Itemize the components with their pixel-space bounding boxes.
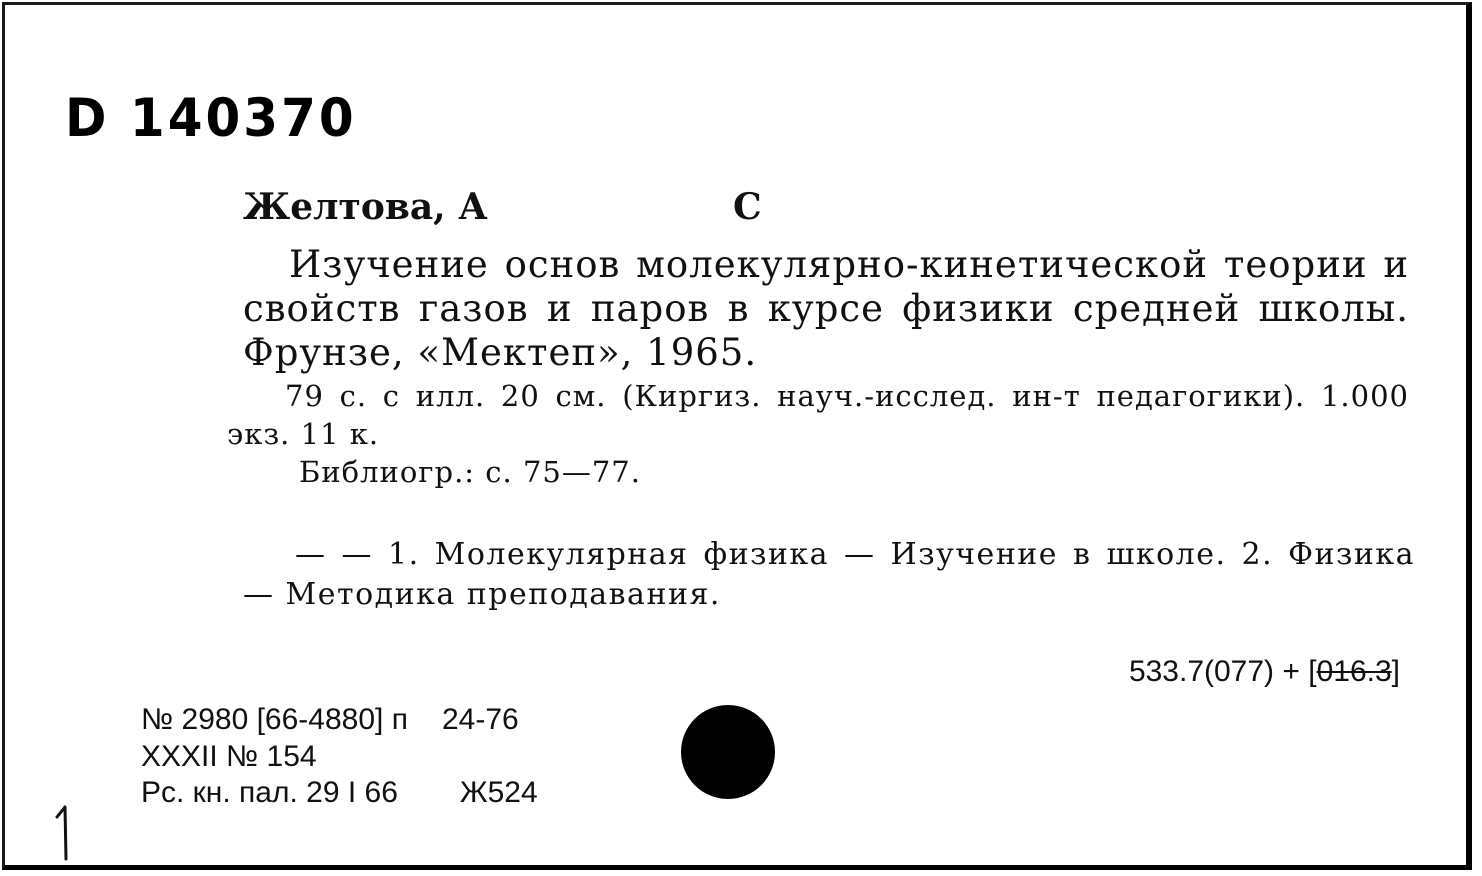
catalog-card [2,2,1472,870]
collation-statement: 79 с. с илл. 20 см. (Киргиз. науч.-исслед. ин-т педагогики). 1.000 экз. 11 к. [227,379,1409,451]
udc-classification [1129,657,1400,687]
udc-struck-code: 016.3 [1316,655,1392,688]
udc-main: 533.7(077) + [ [1128,655,1317,688]
series-line: XXXII № 154 [141,740,317,773]
subject-headings: — — 1. Молекулярная физика — Изучение в школе. 2. Физика — Методика преподавания. [243,537,1415,612]
order-line [141,705,519,735]
chamber-code: Ж524 [459,776,538,809]
index-letter: С [733,186,762,228]
chamber-line [141,778,538,808]
author-heading: Желтова, А [243,186,488,228]
order-number: № 2980 [66-4880] п [141,703,408,736]
udc-bracket-close: ] [1391,655,1400,688]
handwritten-mark-icon [53,803,77,863]
inventory-number: D 140370 [65,87,357,149]
order-code: 24-76 [441,703,519,736]
chamber-record: Рс. кн. пал. 29 I 66 [141,776,398,809]
filled-circle-mark [681,705,775,799]
bibliography-note: Библиогр.: с. 75—77. [299,455,641,489]
title-statement: Изучение основ молекулярно-кинетической теории и свойств газов и паров в курсе физики средней школы. Фрунзе, «Мектеп», 1965. [243,243,1409,374]
